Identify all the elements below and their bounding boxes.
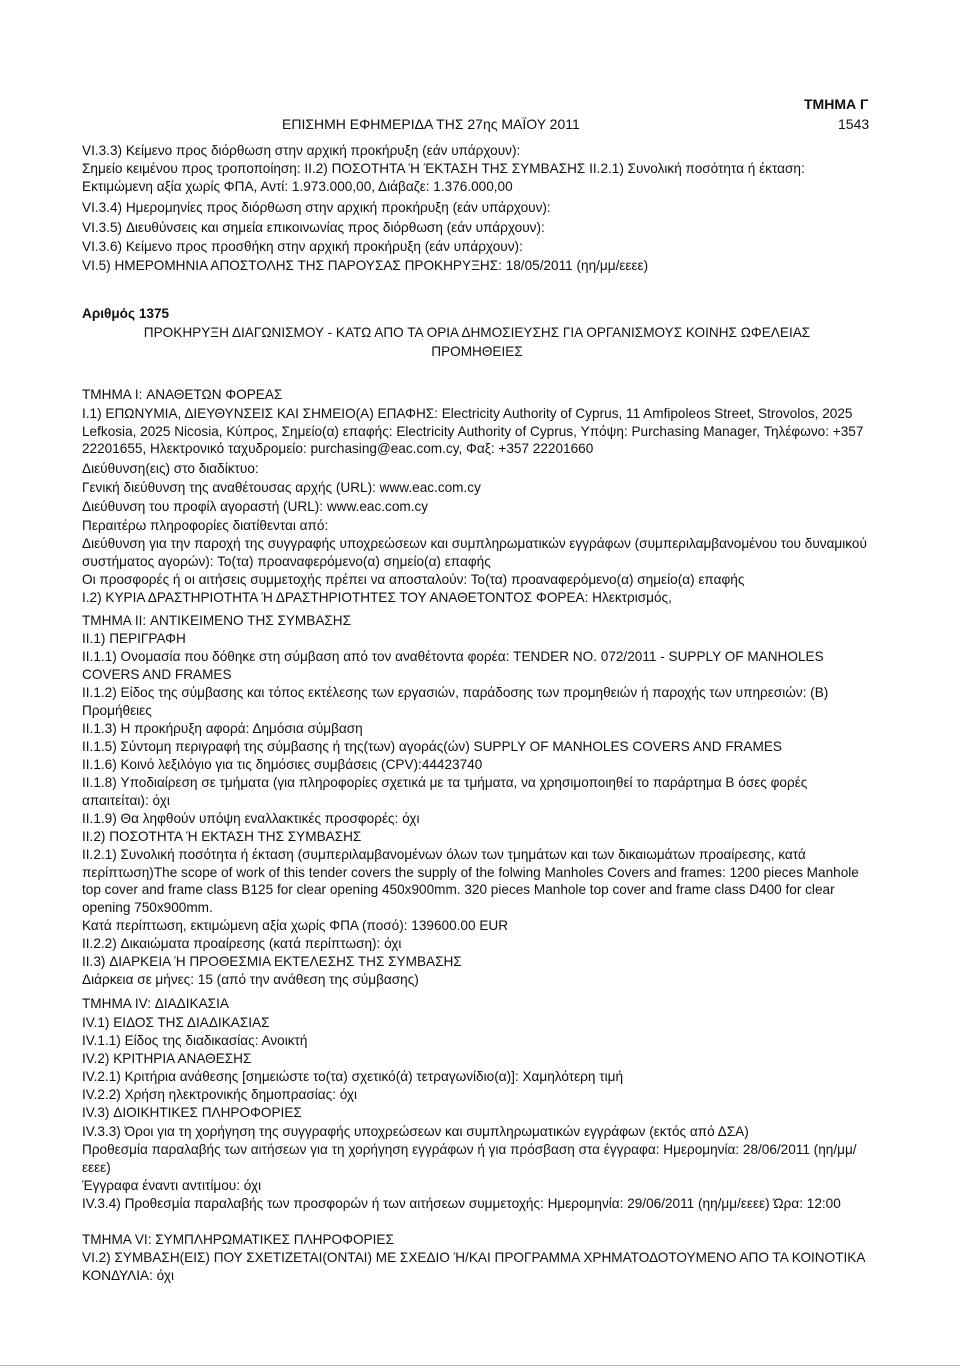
paragraph: IV.3.4) Προθεσμία παραλαβής των προσφορών ή των αιτήσεων συμμετοχής: Ημερομηνία: 29/06/2011 (ηη/μμ/εεεε) Ώρα: 12:00: [82, 1196, 841, 1211]
paragraph: IV.1.1) Είδος της διαδικασίας: Ανοικτή: [82, 1033, 308, 1048]
paragraph: IV.2.1) Κριτήρια ανάθεσης [σημειώστε το(τα) σχετικό(ά) τετραγωνίδιο(α)]: Χαμηλότερη τιμή: [82, 1069, 624, 1084]
top-line: VI.3.5) Διευθύνσεις και σημεία επικοινωνίας προς διόρθωση (εάν υπάρχουν):: [82, 220, 545, 235]
notice-title-cont: ΠΡΟΜΗΘΕΙΕΣ: [431, 344, 523, 359]
paragraph: IV.3.3) Όροι για τη χορήγηση της συγγραφής υποχρεώσεων και συμπληρωματικών εγγράφων (εκτός από ΔΣΑ): [82, 1124, 749, 1139]
section-label: ΤΜΗΜΑ Γ: [804, 96, 869, 112]
scan-edge: [0, 1365, 960, 1366]
paragraph: II.2.1) Συνολική ποσότητα ή έκταση (συμπεριλαμβανομένων όλων των τμημάτων και των δικαιωμάτων προαίρεσης, κατά περίπτωση)The scope of work of this tender covers the supply of the folwing Manholes Covers and frames: 1200 pieces Manhole top cover and frame class B125 for clear opening 450x900mm. 320 pieces Manhole top cover and frame class D400 for clear opening 750x900mm.: [82, 847, 859, 915]
top-line: Εκτιμώμενη αξία χωρίς ΦΠΑ, Αντί: 1.973.000,00, Διάβαζε: 1.376.000,00: [82, 179, 513, 194]
section-heading: ΤΜΗΜΑ IV: ΔΙΑΔΙΚΑΣΙΑ: [82, 996, 229, 1011]
top-line: Σημείο κειμένου προς τροποποίηση: II.2) ΠΟΣΟΤΗΤΑ Ή ΈΚΤΑΣΗ ΤΗΣ ΣΥΜΒΑΣΗΣ II.2.1) Συνολική ποσότητα ή έκταση:: [82, 161, 805, 176]
notice-title: ΠΡΟΚΗΡΥΞΗ ΔΙΑΓΩΝΙΣΜΟΥ - ΚΑΤΩ ΑΠΟ ΤΑ ΟΡΙΑ ΔΗΜΟΣΙΕΥΣΗΣ ΓΙΑ ΟΡΓΑΝΙΣΜΟΥΣ ΚΟΙΝΗΣ ΩΦΕΛΕΙΑΣ: [143, 325, 811, 340]
paragraph: IV.1) ΕΙΔΟΣ ΤΗΣ ΔΙΑΔΙΚΑΣΙΑΣ: [82, 1015, 270, 1030]
section-heading: ΤΜΗΜΑ II: ΑΝΤΙΚΕΙΜΕΝΟ ΤΗΣ ΣΥΜΒΑΣΗΣ: [82, 613, 352, 628]
paragraph: VI.2) ΣΥΜΒΑΣΗ(ΕΙΣ) ΠΟΥ ΣΧΕΤΙΖΕΤΑΙ(ΟΝΤΑΙ) ΜΕ ΣΧΕΔΙΟ Ή/ΚΑΙ ΠΡΟΓΡΑΜΜΑ ΧΡΗΜΑΤΟΔΟΤΟΥΜΕΝΟ ΑΠΟ ΤΑ ΚΟΙΝΟΤΙΚΑ ΚΟΝΔΥΛΙΑ: όχι: [82, 1250, 865, 1283]
paragraph: II.1.2) Είδος της σύμβασης και τόπος εκτέλεσης των εργασιών, παράδοσης των προμηθειών ή παροχής των υπηρεσιών: (Β) Προμήθειες: [82, 685, 829, 718]
section-heading: ΤΜΗΜΑ I: ΑΝΑΘΕΤΩΝ ΦΟΡΕΑΣ: [82, 387, 283, 402]
paragraph: II.1.9) Θα ληφθούν υπόψη εναλλακτικές προσφορές: όχι: [82, 811, 420, 826]
paragraph: IV.2) ΚΡΙΤΗΡΙΑ ΑΝΑΘΕΣΗΣ: [82, 1051, 252, 1066]
paragraph: Οι προσφορές ή οι αιτήσεις συμμετοχής πρέπει να αποσταλούν: Το(τα) προαναφερόμενο(α) σημείο(α) επαφής: [82, 572, 745, 587]
paragraph: Γενική διεύθυνση της αναθέτουσας αρχής (URL): www.eac.com.cy: [82, 480, 481, 495]
top-line: VI.3.3) Κείμενο προς διόρθωση στην αρχική προκήρυξη (εάν υπάρχουν):: [82, 143, 521, 158]
paragraph: Κατά περίπτωση, εκτιμώμενη αξία χωρίς ΦΠΑ (ποσό): 139600.00 EUR: [82, 918, 509, 933]
paragraph: Προθεσμία παραλαβής των αιτήσεων για τη χορήγηση εγγράφων ή για πρόσβαση στα έγγραφα: Ημερομηνία: 28/06/2011 (ηη/μμ/εεεε): [82, 1142, 857, 1175]
paragraph: Έγγραφα έναντι αντιτίμου: όχι: [82, 1178, 262, 1193]
top-line: VI.3.4) Ημερομηνίες προς διόρθωση στην αρχική προκήρυξη (εάν υπάρχουν):: [82, 200, 551, 215]
paragraph: Διεύθυνση(εις) στο διαδίκτυο:: [82, 461, 259, 476]
paragraph: II.2) ΠΟΣΟΤΗΤΑ Ή ΕΚΤΑΣΗ ΤΗΣ ΣΥΜΒΑΣΗΣ: [82, 829, 362, 844]
paragraph: IV.2.2) Χρήση ηλεκτρονικής δημοπρασίας: όχι: [82, 1087, 358, 1102]
paragraph: II.1.3) Η προκήρυξη αφορά: Δημόσια σύμβαση: [82, 721, 363, 736]
paragraph: I.1) ΕΠΩΝΥΜΙΑ, ΔΙΕΥΘΥΝΣΕΙΣ ΚΑΙ ΣΗΜΕΙΟ(Α) ΕΠΑΦΗΣ: Electricity Authority of Cyprus, 11 Amfipoleos Street, Strovolos, 2025 Lefkosia, 2025 Nicosia, Κύπρος, Σημείο(α) επαφής: Electricity Authority of Cyprus, Υπόψη: Purchasing Manager, Τηλέφωνο: +357 22201655, Ηλεκτρονικό ταχυδρομείο: purchasing@eac.com.cy, Φαξ: +357 22201660: [82, 406, 864, 456]
page-number: 1543: [838, 116, 870, 132]
paragraph: Διεύθυνση για την παροχή της συγγραφής υποχρεώσεων και συμπληρωματικών εγγράφων (συμπεριλαμβανομένου του δυναμικού συστήματος αγορών): Το(τα) προαναφερόμενο(α) σημείο(α) επαφής: [82, 536, 867, 569]
paragraph: II.1.5) Σύντομη περιγραφή της σύμβασης ή της(των) αγοράς(ών) SUPPLY OF MANHOLES COVERS AND FRAMES: [82, 739, 782, 754]
paragraph: I.2) ΚΥΡΙΑ ΔΡΑΣΤΗΡΙΟΤΗΤΑ Ή ΔΡΑΣΤΗΡΙΟΤΗΤΕΣ ΤΟΥ ΑΝΑΘΕΤΟΝΤΟΣ ΦΟΡΕΑ: Ηλεκτρισμός,: [82, 590, 672, 605]
paragraph: II.3) ΔΙΑΡΚΕΙΑ Ή ΠΡΟΘΕΣΜΙΑ ΕΚΤΕΛΕΣΗΣ ΤΗΣ ΣΥΜΒΑΣΗΣ: [82, 954, 462, 969]
date-line: VI.5) ΗΜΕΡΟΜΗΝΙΑ ΑΠΟΣΤΟΛΗΣ ΤΗΣ ΠΑΡΟΥΣΑΣ ΠΡΟΚΗΡΥΞΗΣ: 18/05/2011 (ηη/μμ/εεεε): [82, 258, 649, 273]
paragraph: II.2.2) Δικαιώματα προαίρεσης (κατά περίπτωση): όχι: [82, 936, 402, 951]
gazette-header: ΕΠΙΣΗΜΗ ΕΦΗΜΕΡΙΔΑ ΤΗΣ 27ης ΜΑΪΟΥ 2011: [282, 116, 580, 132]
paragraph: Περαιτέρω πληροφορίες διατίθενται από:: [82, 518, 329, 533]
paragraph: Διάρκεια σε μήνες: 15 (από την ανάθεση της σύμβασης): [82, 972, 419, 987]
paragraph: II.1.6) Κοινό λεξιλόγιο για τις δημόσιες συμβάσεις (CPV):44423740: [82, 757, 483, 772]
notice-number: Αριθμός 1375: [82, 306, 170, 321]
paragraph: IV.3) ΔΙΟΙΚΗΤΙΚΕΣ ΠΛΗΡΟΦΟΡΙΕΣ: [82, 1105, 302, 1120]
paragraph: Διεύθυνση του προφίλ αγοραστή (URL): www.eac.com.cy: [82, 499, 429, 514]
top-line: VI.3.6) Κείμενο προς προσθήκη στην αρχική προκήρυξη (εάν υπάρχουν):: [82, 239, 523, 254]
section-heading: ΤΜΗΜΑ VI: ΣΥΜΠΛΗΡΩΜΑΤΙΚΕΣ ΠΛΗΡΟΦΟΡΙΕΣ: [82, 1232, 394, 1247]
paragraph: II.1.8) Υποδιαίρεση σε τμήματα (για πληροφορίες σχετικά με τα τμήματα, να χρησιμοποιηθεί το παράρτημα Β όσες φορές απαιτείται): όχι: [82, 775, 808, 808]
paragraph: II.1) ΠΕΡΙΓΡΑΦΗ: [82, 631, 186, 646]
paragraph: II.1.1) Ονομασία που δόθηκε στη σύμβαση από τον αναθέτοντα φορέα: TENDER NO. 072/2011 - SUPPLY OF MANHOLES COVERS AND FRAMES: [82, 649, 824, 682]
